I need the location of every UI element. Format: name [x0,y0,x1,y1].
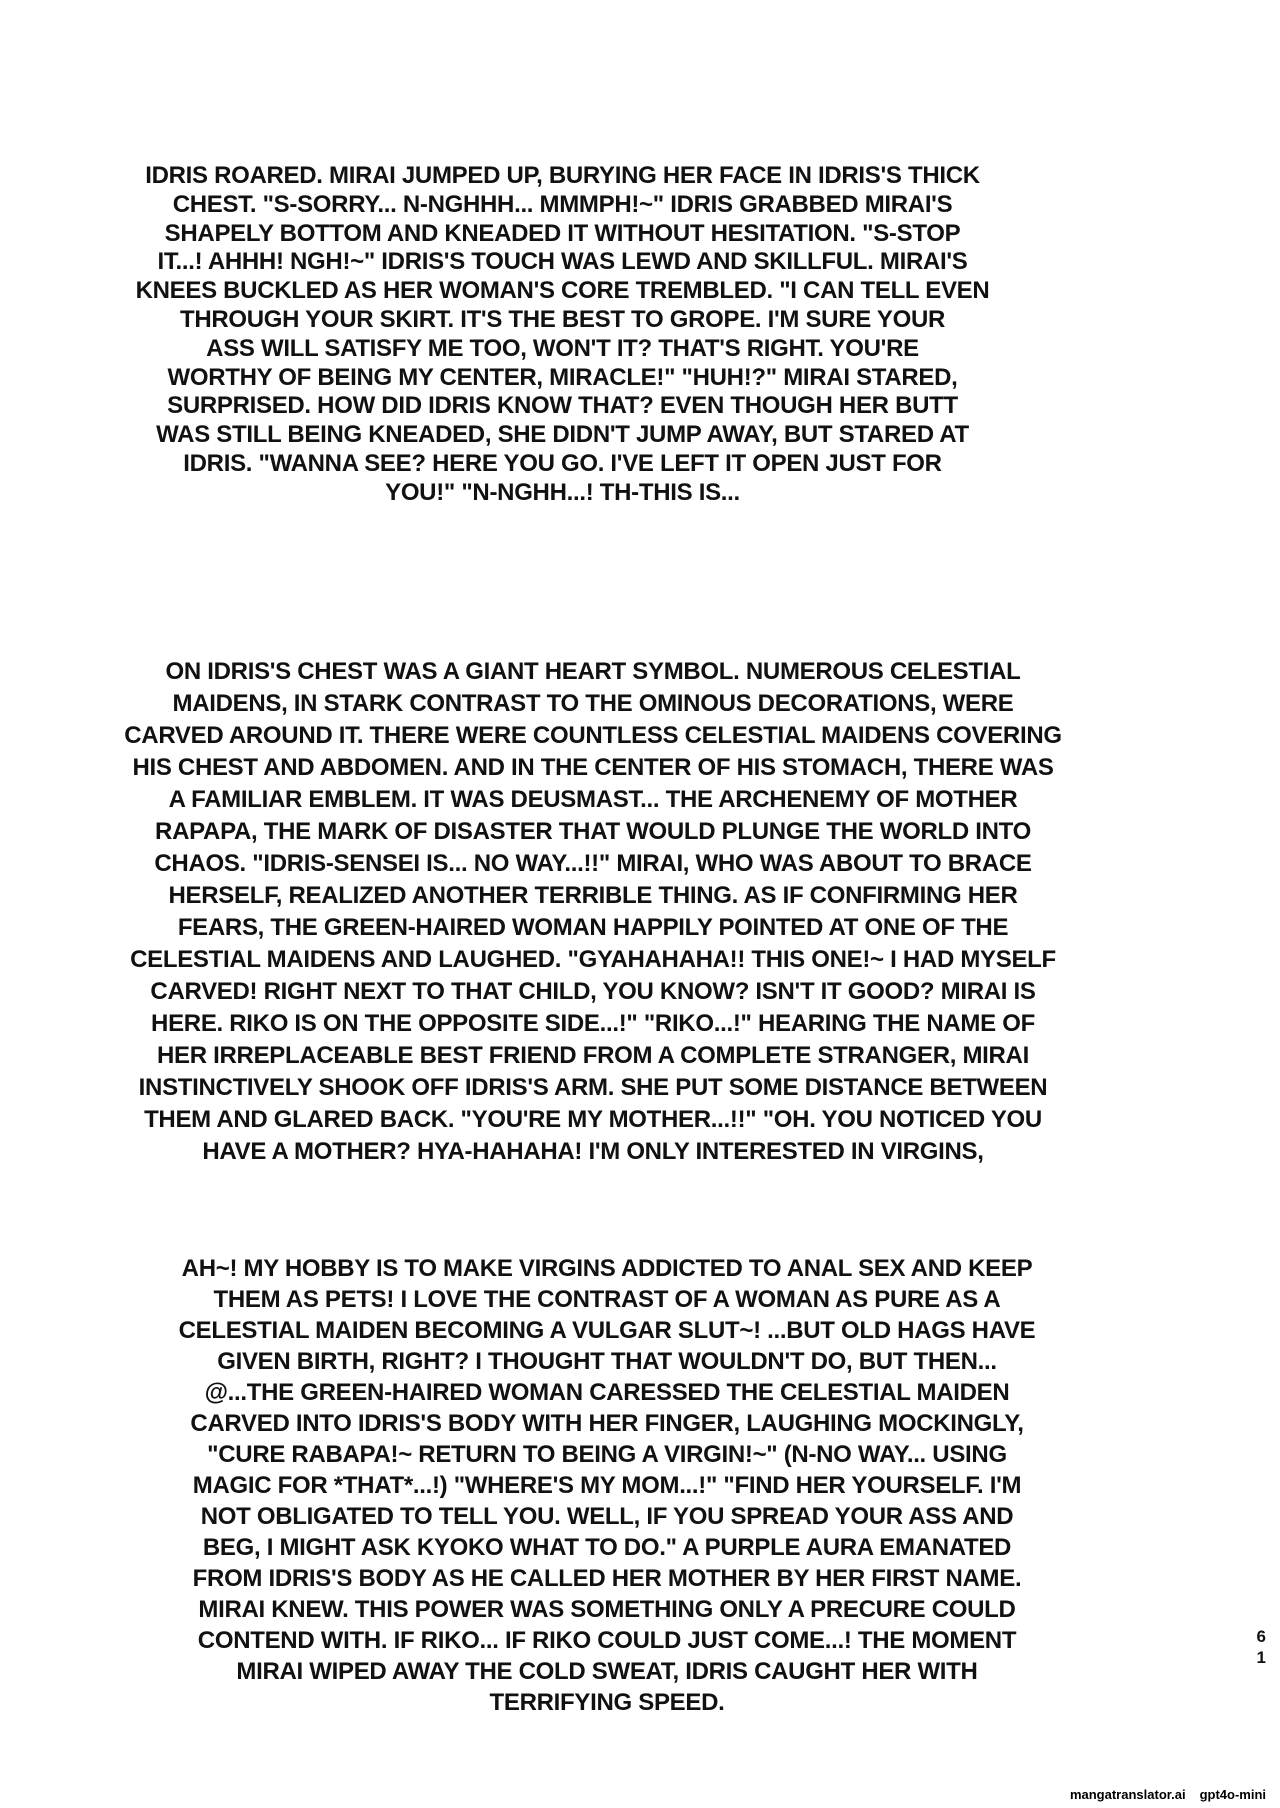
text-line: CELESTIAL MAIDENS AND LAUGHED. "GYAHAHAHA!! THIS ONE!~ I HAD MYSELF [130,946,1056,973]
text-line: MAGIC FOR *THAT*...!) "WHERE'S MY MOM...!" "FIND HER YOURSELF. I'M [192,1472,1022,1499]
text-line: HIS CHEST AND ABDOMEN. AND IN THE CENTER OF HIS STOMACH, THERE WAS [132,754,1054,781]
text-line: A FAMILIAR EMBLEM. IT WAS DEUSMAST... THE ARCHENEMY OF MOTHER [168,786,1018,813]
text-line: IDRIS ROARED. MIRAI JUMPED UP, BURYING HER FACE IN IDRIS'S THICK [145,162,980,189]
text-line: CARVED AROUND IT. THERE WERE COUNTLESS CELESTIAL MAIDENS COVERING [124,722,1062,749]
text-line: FEARS, THE GREEN-HAIRED WOMAN HAPPILY POINTED AT ONE OF THE [177,914,1009,941]
translated-text-paragraph-1 [40,162,1085,508]
text-line: CHEST. "S-SORRY... N-NGHHH... MMMPH!~" IDRIS GRABBED MIRAI'S [172,190,953,218]
watermark-site-name: mangatranslator.ai [1069,1787,1186,1802]
watermark-model-name: gpt4o-mini [1199,1787,1266,1802]
text-line: BEG, I MIGHT ASK KYOKO WHAT TO DO." A PURPLE AURA EMANATED [202,1534,1012,1561]
text-line: @...THE GREEN-HAIRED WOMAN CARESSED THE CELESTIAL MAIDEN [204,1379,1010,1406]
translated-text-paragraph-2 [18,656,1168,1168]
text-line: SHAPELY BOTTOM AND KNEADED IT WITHOUT HESITATION. "S-STOP [164,219,961,247]
text-line: YOU!" "N-NGHH...! TH-THIS IS... [385,478,740,506]
text-line: CARVED! RIGHT NEXT TO THAT CHILD, YOU KNOW? ISN'T IT GOOD? MIRAI IS [150,978,1036,1005]
page-number [1257,1626,1266,1669]
text-line: MAIDENS, IN STARK CONTRAST TO THE OMINOUS DECORATIONS, WERE [172,690,1014,717]
text-line: NOT OBLIGATED TO TELL YOU. WELL, IF YOU SPREAD YOUR ASS AND [200,1503,1014,1530]
text-line: WAS STILL BEING KNEADED, SHE DIDN'T JUMP AWAY, BUT STARED AT [156,421,969,449]
watermark [1070,1787,1266,1802]
text-line: AH~! MY HOBBY IS TO MAKE VIRGINS ADDICTED TO ANAL SEX AND KEEP [181,1255,1033,1282]
page-number-digit-top: 6 [1256,1627,1266,1646]
text-line: FROM IDRIS'S BODY AS HE CALLED HER MOTHER BY HER FIRST NAME. [192,1565,1022,1592]
text-line: RAPAPA, THE MARK OF DISASTER THAT WOULD PLUNGE THE WORLD INTO [155,818,1031,845]
text-line: THROUGH YOUR SKIRT. IT'S THE BEST TO GROPE. I'M SURE YOUR [179,305,946,333]
text-line: HERE. RIKO IS ON THE OPPOSITE SIDE...!" "RIKO...!" HEARING THE NAME OF [151,1010,1035,1037]
text-line: MIRAI KNEW. THIS POWER WAS SOMETHING ONLY A PRECURE COULD [198,1596,1016,1623]
text-line: ON IDRIS'S CHEST WAS A GIANT HEART SYMBOL. NUMEROUS CELESTIAL [165,658,1021,685]
text-line: SURPRISED. HOW DID IDRIS KNOW THAT? EVEN THOUGH HER BUTT [167,392,958,420]
text-line: CHAOS. "IDRIS-SENSEI IS... NO WAY...!!" MIRAI, WHO WAS ABOUT TO BRACE [154,850,1032,877]
text-line: ASS WILL SATISFY ME TOO, WON'T IT? THAT'S RIGHT. YOU'RE [206,334,919,362]
text-line: CELESTIAL MAIDEN BECOMING A VULGAR SLUT~! ...BUT OLD HAGS HAVE [178,1317,1036,1344]
text-line: GIVEN BIRTH, RIGHT? I THOUGHT THAT WOULDN'T DO, BUT THEN... [217,1348,997,1375]
text-line: CARVED INTO IDRIS'S BODY WITH HER FINGER, LAUGHING MOCKINGLY, [190,1410,1024,1437]
text-line: TERRIFYING SPEED. [489,1689,725,1716]
translated-text-paragraph-3 [22,1253,1192,1718]
text-line: IT...! AHHH! NGH!~" IDRIS'S TOUCH WAS LEWD AND SKILLFUL. MIRAI'S [157,248,968,276]
page-number-digit-bottom: 1 [1256,1648,1266,1668]
text-line: MIRAI WIPED AWAY THE COLD SWEAT, IDRIS CAUGHT HER WITH [236,1658,978,1685]
text-line: CONTEND WITH. IF RIKO... IF RIKO COULD JUST COME...! THE MOMENT [197,1627,1017,1654]
text-line: IDRIS. "WANNA SEE? HERE YOU GO. I'VE LEFT IT OPEN JUST FOR [183,449,942,477]
text-line: KNEES BUCKLED AS HER WOMAN'S CORE TREMBLED. "I CAN TELL EVEN [135,277,990,305]
text-line: "CURE RABAPA!~ RETURN TO BEING A VIRGIN!~" (N-NO WAY... USING [207,1441,1007,1468]
text-line: THEM AND GLARED BACK. "YOU'RE MY MOTHER...!!" "OH. YOU NOTICED YOU [144,1106,1042,1133]
text-line: THEM AS PETS! I LOVE THE CONTRAST OF A WOMAN AS PURE AS A [213,1286,1001,1313]
text-line: INSTINCTIVELY SHOOK OFF IDRIS'S ARM. SHE PUT SOME DISTANCE BETWEEN [138,1074,1048,1101]
text-line: HAVE A MOTHER? HYA-HAHAHA! I'M ONLY INTERESTED IN VIRGINS, [202,1138,984,1165]
text-line: HER IRREPLACEABLE BEST FRIEND FROM A COMPLETE STRANGER, MIRAI [157,1042,1029,1069]
text-line: WORTHY OF BEING MY CENTER, MIRACLE!" "HUH!?" MIRAI STARED, [167,363,958,391]
text-line: HERSELF, REALIZED ANOTHER TERRIBLE THING. AS IF CONFIRMING HER [168,882,1018,909]
